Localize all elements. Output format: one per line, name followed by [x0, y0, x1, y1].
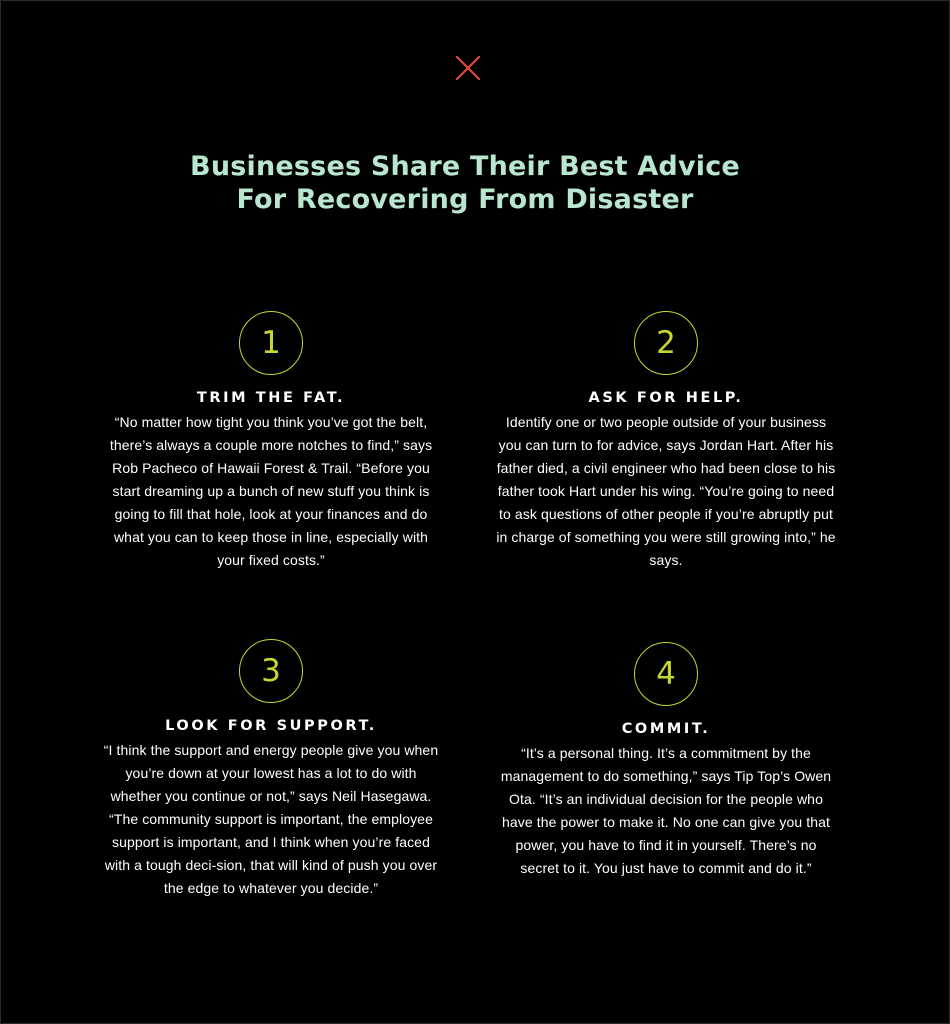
tip-heading: LOOK FOR SUPPORT.: [165, 718, 377, 734]
tip-number-badge: 1: [239, 311, 303, 375]
close-icon[interactable]: [454, 54, 482, 82]
tip-number-badge: 3: [239, 639, 303, 703]
tip-4: [496, 642, 836, 880]
tip-heading: COMMIT.: [621, 721, 711, 737]
tip-2: [496, 311, 836, 572]
tip-number-badge: 2: [634, 311, 698, 375]
page-title: [0, 150, 930, 216]
tip-body: “It’s a personal thing. It’s a commitment by the management to do something,” says Tip Top’s Owen Ota. “It’s an individual decision for the people who have the power to make it. No one can give you that power, you have to find it in yourself. There’s no secret to it. You just have to commit and do it.”: [500, 745, 832, 876]
close-button[interactable]: [454, 54, 482, 82]
tip-heading: ASK FOR HELP.: [588, 390, 744, 406]
page-title-line-2: For Recovering From Disaster: [236, 184, 694, 215]
tip-1: [101, 311, 441, 572]
tip-body: “No matter how tight you think you’ve got the belt, there’s always a couple more notches to find,” says Rob Pacheco of Hawaii Forest & Trail. “Before you start dreaming up a bunch of new stuff you think is going to fill that hole, look at your finances and do what you can to keep those in line, especially with your fixed costs.”: [109, 414, 433, 568]
tip-3: [101, 639, 441, 900]
tip-heading: TRIM THE FAT.: [196, 390, 346, 406]
tip-body: Identify one or two people outside of your business you can turn to for advice, says Jordan Hart. After his father died, a civil engineer who had been close to his father took Hart under his wing. “You’re going to need to ask questions of other people if you’re abruptly put in charge of something you were still growing into,” he says.: [496, 414, 836, 568]
page-title-line-1: Businesses Share Their Best Advice: [190, 151, 740, 182]
tip-number-badge: 4: [634, 642, 698, 706]
tip-body: “I think the support and energy people give you when you’re down at your lowest has a lot to do with whether you continue or not,” says Neil Hasegawa. “The community support is important, the employee support is important, and I think when you’re faced with a tough deci-sion, that will kind of push you over the edge to whatever you decide.”: [103, 742, 439, 896]
